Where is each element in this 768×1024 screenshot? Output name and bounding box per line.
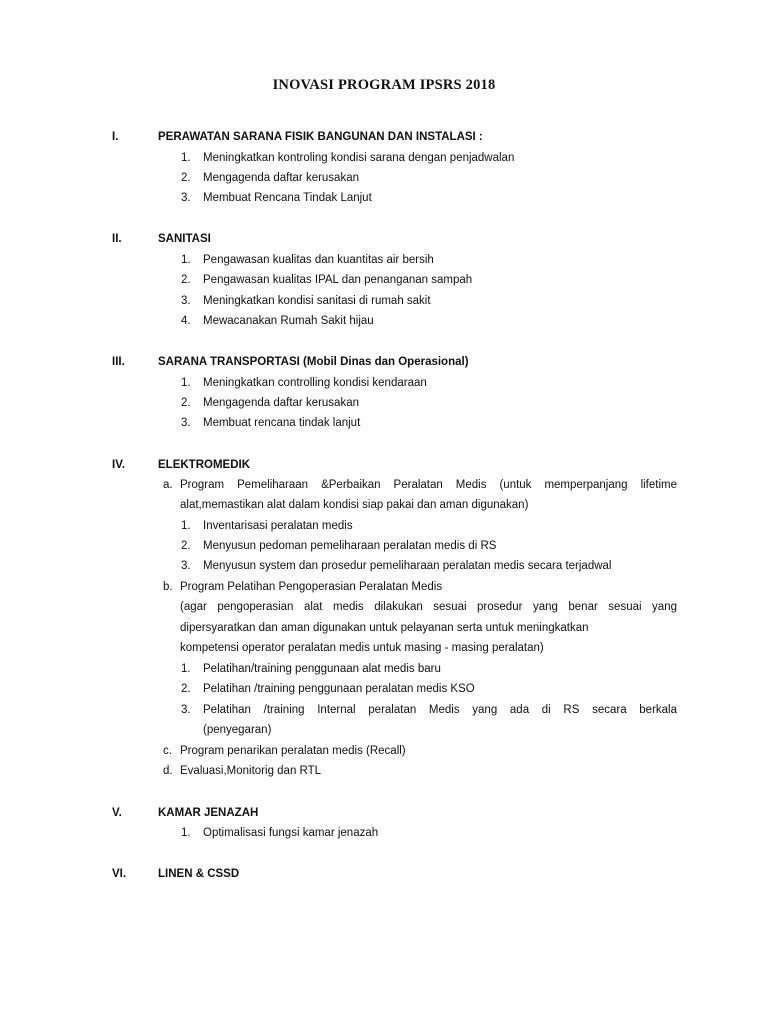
list-item: Pelatihan/training penggunaan alat medis baru bbox=[203, 663, 441, 675]
list-item: Menyusun pedoman pemeliharaan peralatan medis di RS bbox=[203, 540, 497, 552]
list-item: Membuat rencana tindak lanjut bbox=[203, 417, 361, 429]
item-number: 1. bbox=[181, 377, 191, 389]
sub-item-text: Program Pelatihan Pengoperasian Peralatan Medis bbox=[180, 581, 443, 593]
sub-item-text: alat,memastikan alat dalam kondisi siap pakai dan aman digunakan) bbox=[180, 499, 529, 511]
sub-item-letter: a. bbox=[163, 479, 173, 491]
section-heading: LINEN & CSSD bbox=[158, 868, 240, 880]
item-number: 1. bbox=[181, 827, 191, 839]
section-heading: ELEKTROMEDIK bbox=[158, 459, 250, 471]
list-item: Menyusun system dan prosedur pemeliharaan peralatan medis secara terjadwal bbox=[203, 560, 612, 572]
section-numeral: VI. bbox=[112, 868, 127, 880]
list-item: Meningkatkan kondisi sanitasi di rumah sakit bbox=[203, 295, 431, 307]
item-number: 3. bbox=[181, 560, 191, 572]
sub-item-text: Evaluasi,Monitorig dan RTL bbox=[180, 765, 322, 777]
list-item: Mengagenda daftar kerusakan bbox=[203, 397, 359, 409]
item-number: 2. bbox=[181, 274, 191, 286]
item-number: 1. bbox=[181, 663, 191, 675]
list-item: Meningkatkan controlling kondisi kendaraan bbox=[203, 377, 427, 389]
item-number: 3. bbox=[181, 704, 191, 716]
item-number: 2. bbox=[181, 397, 191, 409]
sub-item-letter: d. bbox=[163, 765, 173, 777]
item-number: 2. bbox=[181, 683, 191, 695]
section-heading: SARANA TRANSPORTASI (Mobil Dinas dan Operasional) bbox=[158, 356, 469, 368]
item-number: 2. bbox=[181, 172, 191, 184]
sub-item-text: Program penarikan peralatan medis (Recall) bbox=[180, 745, 406, 757]
list-item: Optimalisasi fungsi kamar jenazah bbox=[203, 827, 379, 839]
document-title: INOVASI PROGRAM IPSRS 2018 bbox=[272, 77, 496, 93]
sub-item-text: dipersyaratkan dan aman digunakan untuk pelayanan serta untuk meningkatkan bbox=[180, 622, 589, 634]
section-heading: PERAWATAN SARANA FISIK BANGUNAN DAN INSTALASI : bbox=[158, 131, 483, 143]
item-number: 2. bbox=[181, 540, 191, 552]
list-item-continuation: (penyegaran) bbox=[203, 724, 272, 736]
list-item: Mengagenda daftar kerusakan bbox=[203, 172, 359, 184]
section-numeral: V. bbox=[112, 807, 122, 819]
section-numeral: II. bbox=[112, 233, 122, 245]
list-item: Pengawasan kualitas dan kuantitas air bersih bbox=[203, 254, 434, 266]
list-item: Pengawasan kualitas IPAL dan penanganan sampah bbox=[203, 274, 473, 286]
list-item: Pelatihan /training penggunaan peralatan medis KSO bbox=[203, 683, 475, 695]
section-numeral: I. bbox=[112, 131, 119, 143]
item-number: 3. bbox=[181, 417, 191, 429]
item-number: 1. bbox=[181, 152, 191, 164]
list-item: Meningkatkan kontroling kondisi sarana dengan penjadwalan bbox=[203, 152, 515, 164]
section-heading: SANITASI bbox=[158, 233, 211, 245]
sub-item-text: Program Pemeliharaan &Perbaikan Peralatan Medis (untuk memperpanjang lifetime bbox=[180, 479, 677, 491]
item-number: 3. bbox=[181, 295, 191, 307]
list-item: Mewacanakan Rumah Sakit hijau bbox=[203, 315, 374, 327]
item-number: 1. bbox=[181, 520, 191, 532]
section-numeral: III. bbox=[112, 356, 125, 368]
section-numeral: IV. bbox=[112, 459, 126, 471]
list-item: Inventarisasi peralatan medis bbox=[203, 520, 353, 532]
sub-item-letter: b. bbox=[163, 581, 173, 593]
sub-item-text: kompetensi operator peralatan medis untuk masing - masing peralatan) bbox=[180, 642, 544, 654]
list-item: Membuat Rencana Tindak Lanjut bbox=[203, 192, 372, 204]
item-number: 1. bbox=[181, 254, 191, 266]
list-item: Pelatihan /training Internal peralatan Medis yang ada di RS secara berkala bbox=[203, 704, 677, 716]
item-number: 4. bbox=[181, 315, 191, 327]
item-number: 3. bbox=[181, 192, 191, 204]
section-heading: KAMAR JENAZAH bbox=[158, 807, 259, 819]
sub-item-letter: c. bbox=[163, 745, 172, 757]
sub-item-text: (agar pengoperasian alat medis dilakukan sesuai prosedur yang benar sesuai yang bbox=[180, 601, 677, 613]
